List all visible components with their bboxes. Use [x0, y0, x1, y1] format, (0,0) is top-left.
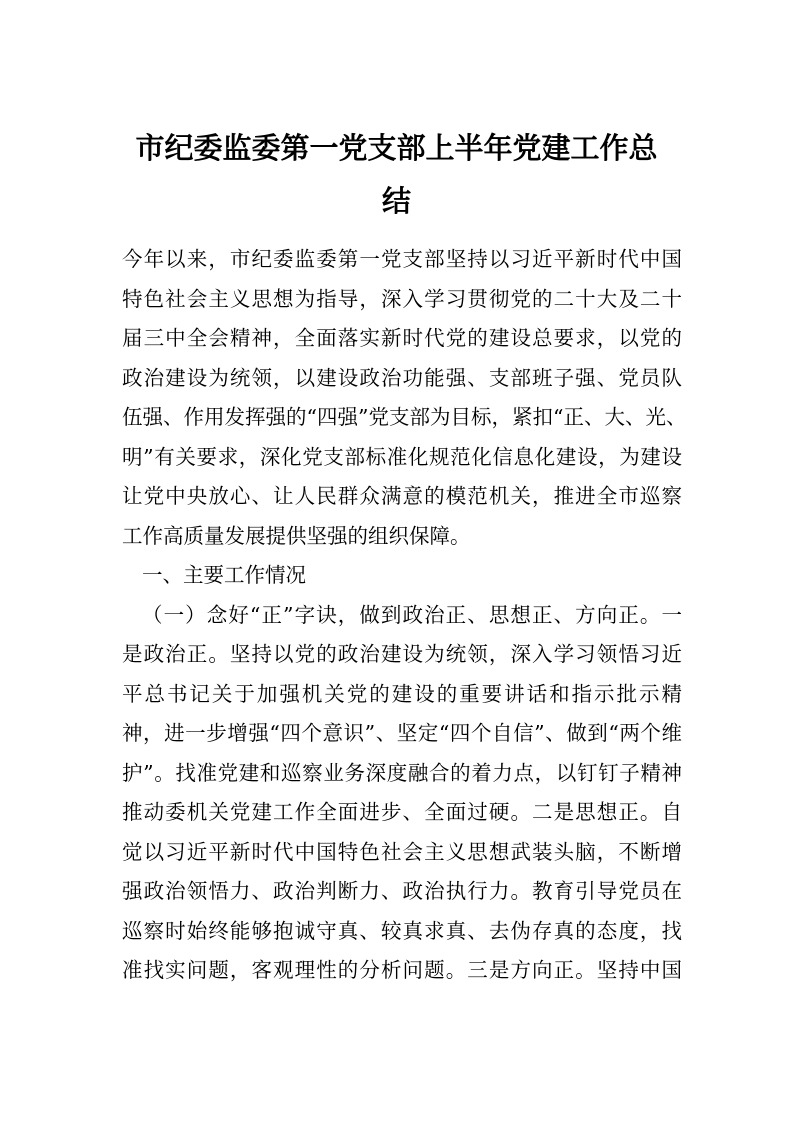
- paragraph-2-line-2: 是政治正。坚持以党的政治建设为统领，深入学习领悟习近: [122, 642, 682, 666]
- title-line-1: 市纪委监委第一党支部上半年党建工作总: [135, 131, 658, 165]
- paragraph-1-line-4: 政治建设为统领，以建设政治功能强、支部班子强、党员队: [122, 365, 682, 390]
- paragraph-2-line-7: 觉以习近平新时代中国特色社会主义思想武装头脑，不断增: [122, 839, 682, 864]
- paragraph-2-line-5: 护”。找准党建和巡察业务深度融合的着力点，以钉钉子精神: [122, 760, 682, 785]
- paragraph-2-line-6: 推动委机关党建工作全面进步、全面过硬。二是思想正。自: [122, 800, 682, 824]
- document-title: [0, 122, 793, 228]
- title-line-2: 结: [381, 184, 411, 218]
- paragraph-2-line-3: 平总书记关于加强机关党的建设的重要讲话和指示批示精: [122, 681, 682, 706]
- paragraph-2-line-8: 强政治领悟力、政治判断力、政治执行力。教育引导党员在: [122, 879, 682, 903]
- paragraph-2-line-10: 准找实问题，客观理性的分析问题。三是方向正。坚持中国: [122, 958, 682, 982]
- paragraph-1-line-8: 工作高质量发展提供坚强的组织保障。: [122, 523, 471, 548]
- paragraph-1-line-5: 伍强、作用发挥强的“四强”党支部为目标，紧扣“正、大、光、: [122, 405, 687, 429]
- paragraph-2-line-4: 神，进一步增强“四个意识”、坚定“四个自信”、做到“两个维: [122, 721, 682, 745]
- paragraph-2-line-9: 巡察时始终能够抱诚守真、较真求真、去伪存真的态度，找: [122, 918, 682, 943]
- paragraph-1-line-1: 今年以来，市纪委监委第一党支部坚持以习近平新时代中国: [122, 247, 682, 271]
- section-heading-main-work: 一、主要工作情况: [142, 563, 306, 587]
- paragraph-1-line-2: 特色社会主义思想为指导，深入学习贯彻党的二十大及二十: [122, 286, 682, 311]
- document-body: [122, 240, 687, 991]
- paragraph-2-line-1: （一）念好“正”字诀，做到政治正、思想正、方向正。一: [142, 602, 682, 627]
- paragraph-1-line-6: 明”有关要求，深化党支部标准化规范化信息化建设，为建设: [122, 444, 682, 469]
- paragraph-1-line-3: 届三中全会精神，全面落实新时代党的建设总要求，以党的: [122, 326, 682, 350]
- paragraph-1-line-7: 让党中央放心、让人民群众满意的模范机关，推进全市巡察: [122, 484, 682, 508]
